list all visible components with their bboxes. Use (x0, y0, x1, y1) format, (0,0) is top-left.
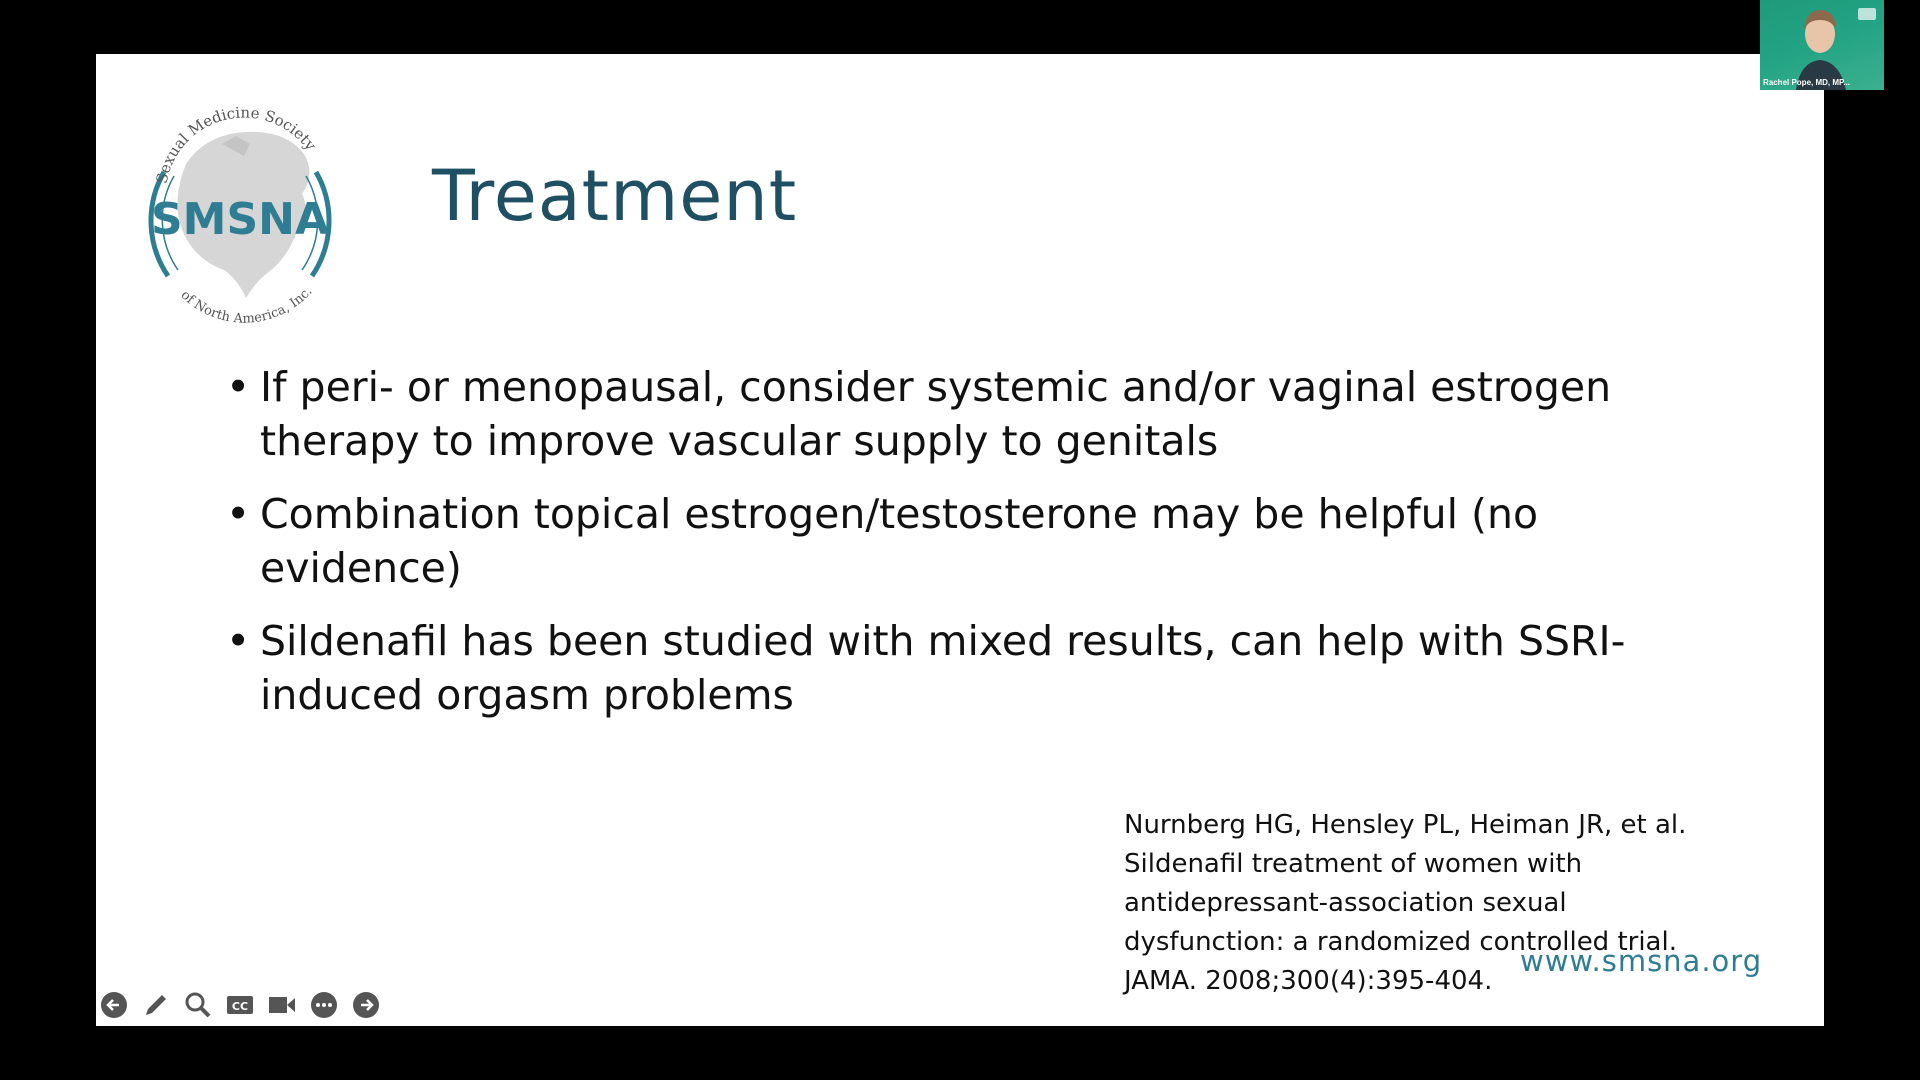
presentation-slide (96, 54, 1824, 1026)
bullet-list (226, 360, 1726, 741)
slide-title: Treatment (432, 155, 798, 237)
zoom-icon (183, 990, 213, 1020)
logo-bottom-text: of North America, Inc. (177, 284, 316, 327)
logo-top-text: Sexual Medicine Society (152, 103, 320, 186)
presentation-toolbar (99, 990, 381, 1020)
bullet-line: Sildenafil has been studied with mixed results, can help with SSRI- (260, 617, 1626, 665)
video-icon (267, 990, 297, 1020)
more-icon (309, 990, 339, 1020)
citation-line: JAMA. 2008;300(4):395-404. (1124, 966, 1493, 996)
logo-center-text: SMSNA (150, 194, 330, 245)
participant-avatar (1760, 0, 1884, 90)
bullet-item (226, 487, 1726, 595)
citation-line: antidepressant-association sexual (1124, 888, 1567, 918)
bullet-dot: • (226, 617, 251, 665)
citation-line: dysfunction: a randomized controlled trial. (1124, 927, 1677, 957)
bullet-line: induced orgasm problems (260, 671, 794, 719)
bullet-line: Combination topical estrogen/testosterone may be helpful (no (260, 490, 1539, 538)
captions-button[interactable] (225, 990, 255, 1020)
next-icon (351, 990, 381, 1020)
smsna-logo (126, 84, 354, 328)
video-button[interactable] (267, 990, 297, 1020)
bullet-item (226, 360, 1726, 468)
website-url: www.smsna.org (1520, 944, 1763, 978)
captions-icon (225, 990, 255, 1020)
zoom-button[interactable] (183, 990, 213, 1020)
bullet-dot: • (226, 363, 251, 411)
bullet-line: If peri- or menopausal, consider systemic and/or vaginal estrogen (260, 363, 1612, 411)
bullet-item (226, 614, 1726, 722)
bullet-line: evidence) (260, 544, 462, 592)
pen-icon (141, 990, 171, 1020)
citation-line: Nurnberg HG, Hensley PL, Heiman JR, et al. (1124, 810, 1687, 840)
previous-icon (99, 990, 129, 1020)
next-slide-button[interactable] (351, 990, 381, 1020)
citation-line: Sildenafil treatment of women with (1124, 849, 1583, 879)
participant-name: Rachel Pope, MD, MP... (1763, 78, 1850, 87)
previous-slide-button[interactable] (99, 990, 129, 1020)
more-options-button[interactable] (309, 990, 339, 1020)
pen-button[interactable] (141, 990, 171, 1020)
bullet-dot: • (226, 490, 251, 538)
svg-text:CC: CC (231, 1000, 249, 1013)
bullet-line: therapy to improve vascular supply to genitals (260, 417, 1219, 465)
participant-video-tile[interactable] (1760, 0, 1884, 90)
